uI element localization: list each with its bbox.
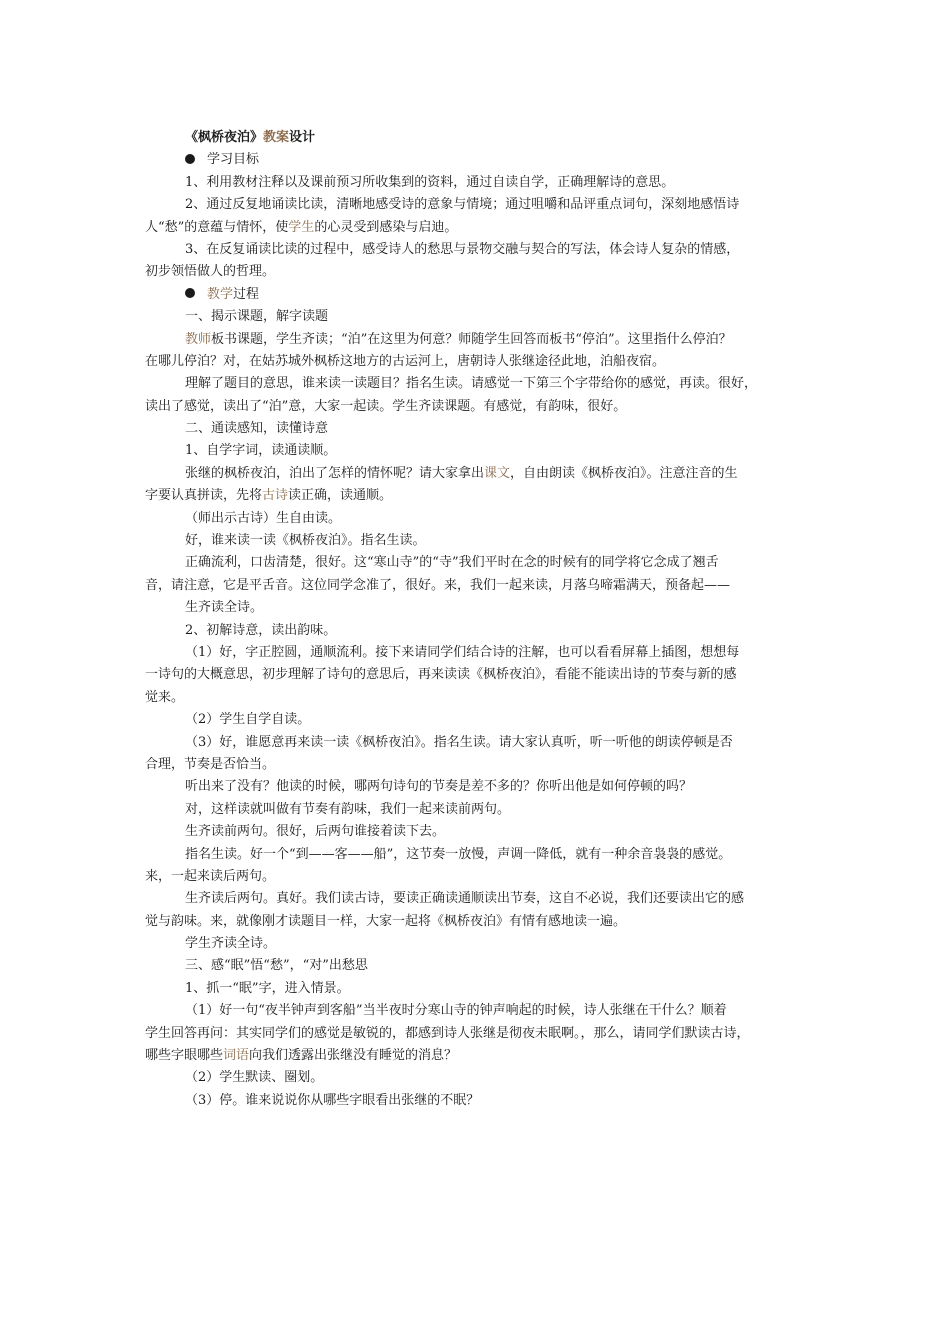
- paragraph-continuation: 字要认真拼读，先将古诗读正确，读通顺。: [145, 488, 393, 504]
- link-xuesheng[interactable]: 学生: [288, 219, 315, 235]
- paragraph: 3、在反复诵读比读的过程中，感受诗人的愁思与景物交融与契合的写法，体会诗人复杂的情感，: [185, 241, 740, 257]
- paragraph: 学生齐读全诗。: [185, 936, 277, 952]
- paragraph-continuation: 哪些字眼哪些词语向我们透露出张继没有睡觉的消息？: [145, 1048, 458, 1064]
- section-goals-label: 学习目标: [207, 152, 260, 168]
- paragraph: 生齐读前两句。很好，后两句谁接着读下去。: [185, 824, 446, 840]
- paragraph: 1、利用教材注释以及课前预习所收集到的资料，通过自读自学，正确理解诗的意思。: [185, 174, 675, 190]
- paragraph: 指名生读。好一个“到——客——船”，这节奏一放慢，声调一降低，就有一种余音袅袅的感觉。: [185, 846, 732, 862]
- heading-part-2: 二、通读感知，读懂诗意: [185, 421, 329, 437]
- paragraph: （1）好一句“夜半钟声到客船”当半夜时分寒山寺的钟声响起的时候，诗人张继在干什么？顺着: [185, 1003, 727, 1019]
- paragraph-continuation: 音，请注意，它是平舌音。这位同学念准了，很好。来，我们一起来读，月落乌啼霜满天，预备起——: [145, 577, 731, 593]
- paragraph-continuation: 合理，节奏是否恰当。: [145, 756, 276, 772]
- document-title: [145, 127, 810, 149]
- paragraph-continuation: 觉与韵味。来，就像刚才读题目一样，大家一起将《枫桥夜泊》有情有感地读一遍。: [145, 913, 627, 929]
- paragraph-continuation: 觉来。: [145, 689, 185, 705]
- paragraph: （2）学生默读、圈划。: [185, 1070, 324, 1086]
- paragraph: （3）好，谁愿意再来读一读《枫桥夜泊》。指名生读。请大家认真听，听一听他的朗读停顿是否: [185, 734, 733, 750]
- paragraph: 2、通过反复地诵读比读，清晰地感受诗的意象与情境；通过咀嚼和品评重点词句，深刻地感悟诗: [185, 197, 740, 213]
- link-jiaoxue[interactable]: 教学: [207, 286, 234, 302]
- link-kewen[interactable]: 课文: [484, 465, 511, 481]
- title-link-jiaoan[interactable]: 教案: [263, 130, 290, 145]
- link-ciyu[interactable]: 词语: [223, 1048, 250, 1064]
- paragraph: 理解了题目的意思，谁来读一读题目？指名生读。请感觉一下第三个字带给你的感觉，再读。很好，: [185, 376, 758, 392]
- title-text-suffix: 设计: [289, 130, 316, 145]
- paragraph-continuation: 读出了感觉，读出了“泊”意，大家一起读。学生齐读课题。有感觉，有韵味，很好。: [145, 398, 627, 414]
- paragraph: （2）学生自学自读。: [185, 712, 311, 728]
- paragraph: 张继的枫桥夜泊，泊出了怎样的情怀呢？请大家拿出课文，自由朗读《枫桥夜泊》。注意注音的生: [185, 465, 738, 481]
- paragraph: 好，谁来读一读《枫桥夜泊》。指名生读。: [185, 533, 426, 549]
- document-body: [145, 127, 810, 1112]
- title-text: 《枫桥夜泊》: [185, 130, 264, 145]
- heading-part-1: 一、揭示课题，解字读题: [185, 309, 329, 325]
- paragraph: 正确流利，口齿清楚，很好。这“寒山寺”的“寺”我们平时在念的时候有的同学将它念成了翘舌: [185, 555, 719, 571]
- paragraph: （1）好，字正腔圆，通顺流利。接下来请同学们结合诗的注解，也可以看看屏幕上插图，想想每: [185, 644, 740, 660]
- section-heading-process: 教学过程: [145, 284, 810, 306]
- paragraph: （师出示古诗）生自由读。: [185, 510, 342, 526]
- section-heading-goals: [145, 149, 810, 171]
- link-gushi[interactable]: 古诗: [262, 488, 289, 504]
- paragraph: 听出来了没有？他读的时候，哪两句诗句的节奏是差不多的？你听出他是如何停顿的吗？: [185, 779, 693, 795]
- bullet-icon: [185, 154, 195, 164]
- subheading: 2、初解诗意，读出韵味。: [185, 622, 337, 638]
- paragraph-continuation: 初步领悟做人的哲理。: [145, 264, 276, 280]
- paragraph-continuation: 人“愁”的意蕴与情怀，使学生的心灵受到感染与启迪。: [145, 219, 458, 235]
- subheading: 1、抓一“眠”字，进入情景。: [185, 980, 350, 996]
- subheading: 1、自学字词，读通读顺。: [185, 443, 337, 459]
- bullet-icon: [185, 288, 195, 298]
- paragraph-continuation: 一诗句的大概意思，初步理解了诗句的意思后，再来读读《枫桥夜泊》，看能不能读出诗的节奏与新的感: [145, 667, 737, 683]
- paragraph: （3）停。谁来说说你从哪些字眼看出张继的不眠？: [185, 1092, 480, 1108]
- paragraph: 对，这样读就叫做有节奏有韵味，我们一起来读前两句。: [185, 801, 511, 817]
- paragraph: 生齐读后两句。真好。我们读古诗，要读正确读通顺读出节奏，这自不必说，我们还要读出它的感: [185, 891, 745, 907]
- paragraph-continuation: 学生回答再问：其实同学们的感觉是敏锐的，都感到诗人张继是彻夜未眠啊。，那么，请同学们默读古诗，: [145, 1025, 750, 1041]
- link-jiaoshi[interactable]: 教师: [185, 331, 212, 347]
- paragraph-continuation: 来，一起来读后两句。: [145, 868, 276, 884]
- paragraph: 生齐读全诗。: [185, 600, 264, 616]
- heading-part-3: 三、感“眠”悟“愁”，“对”出愁思: [185, 958, 368, 974]
- paragraph: 教师板书课题，学生齐读；“泊”在这里为何意？师随学生回答而板书“停泊”。这里指什么停泊？: [185, 331, 732, 347]
- paragraph-continuation: 在哪儿停泊？对，在姑苏城外枫桥这地方的古运河上，唐朝诗人张继途径此地，泊船夜宿。: [145, 353, 666, 369]
